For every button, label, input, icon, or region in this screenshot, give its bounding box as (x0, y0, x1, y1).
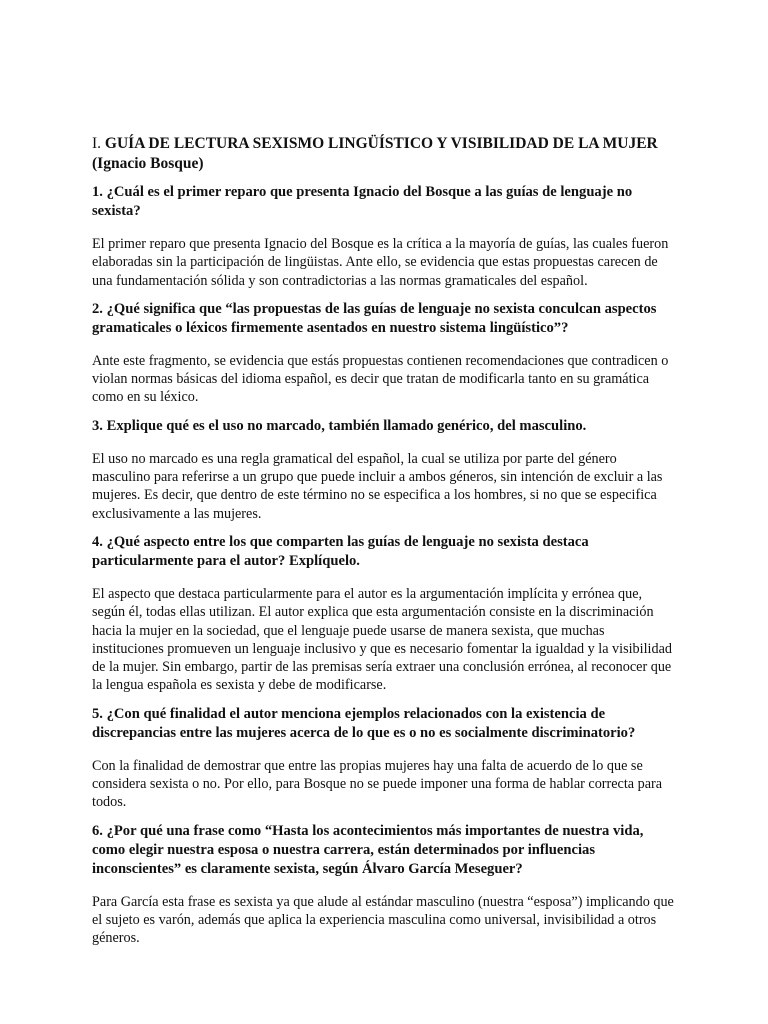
question-3: 3. Explique qué es el uso no marcado, también llamado genérico, del masculino. (92, 417, 587, 434)
answer-6: Para García esta frase es sexista ya que alude al estándar masculino (nuestra “esposa”) implicando que el sujeto es varón, además que aplica la experiencia masculina como universal, invisibilidad a otros géneros. (92, 893, 674, 947)
answer-5: Con la finalidad de demostrar que entre las propias mujeres hay una falta de acuerdo de lo que se considera sexista o no. Por ello, para Bosque no se puede imponer una forma de hablar correcta para todos. (92, 757, 663, 811)
section-5 (92, 705, 678, 812)
question-5: 5. ¿Con qué finalidad el autor menciona ejemplos relacionados con la existencia de discrepancias entre las mujeres acerca de lo que es o no es socialmente discriminatorio? (92, 705, 636, 741)
section-3 (92, 417, 678, 523)
question-4: 4. ¿Qué aspecto entre los que comparten las guías de lenguaje no sexista destaca particularmente para el autor? Explíquelo. (92, 533, 589, 569)
answer-4: El aspecto que destaca particularmente para el autor es la argumentación implícita y errónea que, según él, todas ellas utilizan. El autor explica que esta argumentación consiste en la discriminación hacia la mujer en la sociedad, que el lenguaje puede usarse de manera sexista, que muchas instituciones promueven un lenguaje inclusivo y que es necesario fomentar la igualdad y la visibilidad de la mujer. Sin embargo, partir de las premisas sería extraer una conclusión errónea, al reconocer que la lengua española es sexista y debe de modificarse. (92, 585, 672, 694)
section-6 (92, 822, 678, 948)
document-page (92, 134, 678, 958)
answer-1: El primer reparo que presenta Ignacio del Bosque es la crítica a la mayoría de guías, las cuales fueron elaboradas sin la participación de lingüistas. Ante ello, se evidencia que estas propuestas carecen de una fundamentación sólida y son contradictorias a las normas gramaticales del español. (92, 236, 669, 289)
title-text: GUÍA DE LECTURA SEXISMO LINGÜÍSTICO Y VISIBILIDAD DE LA MUJER (Ignacio Bosque) (92, 135, 658, 172)
answer-3: El uso no marcado es una regla gramatical del español, la cual se utiliza por parte del género masculino para referirse a un grupo que puede incluir a ambos géneros, sin intención de excluir a las mujeres. Es decir, que dentro de este término no se especifica a los hombres, si no que se especifica exclusivamente a las mujeres. (92, 450, 663, 522)
section-2 (92, 300, 678, 407)
title-numeral: I. (92, 135, 102, 152)
section-1 (92, 183, 678, 290)
question-2: 2. ¿Qué significa que “las propuestas de las guías de lenguaje no sexista conculcan aspectos gramaticales o léxicos firmemente asentados en nuestro sistema lingüístico”? (92, 300, 657, 336)
question-6: 6. ¿Por qué una frase como “Hasta los acontecimientos más importantes de nuestra vida, como elegir nuestra esposa o nuestra carrera, están determinados por influencias inconscientes” es claramente sexista, según Álvaro García Meseguer? (92, 822, 644, 877)
answer-2: Ante este fragmento, se evidencia que estás propuestas contienen recomendaciones que contradicen o violan normas básicas del idioma español, es decir que tratan de modificarla tanto en su gramática como en su léxico. (92, 352, 669, 406)
question-1: 1. ¿Cuál es el primer reparo que presenta Ignacio del Bosque a las guías de lenguaje no sexista? (92, 184, 633, 219)
document-title (92, 134, 678, 174)
section-4 (92, 533, 678, 695)
